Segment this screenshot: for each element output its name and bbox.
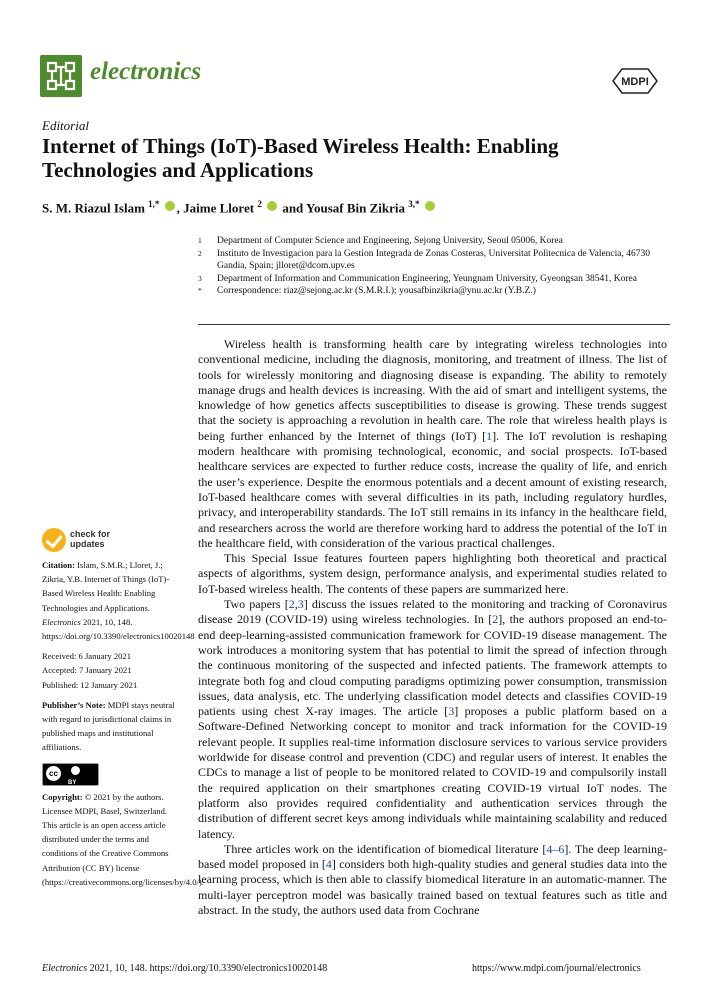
mdpi-logo-text: MDPI [621,76,649,88]
correspondence-text: Correspondence: riaz@sejong.ac.kr (S.M.R.I.); yousafbinzikria@ynu.ac.kr (Y.B.Z.) [217,286,536,296]
dates-block [42,649,182,692]
affiliation [198,248,668,273]
body-paragraph [198,842,667,918]
check-updates-line: check for [70,529,111,539]
check-updates-line: updates [70,539,105,549]
person-icon [71,766,80,775]
divider [198,324,670,325]
accepted-date: Accepted: 7 January 2021 [42,665,132,676]
sidebar [42,558,204,895]
copyright-block [42,790,204,889]
citation-link[interactable]: 4 [325,857,332,872]
affiliation-number: 1 [198,236,202,245]
article-type: Editorial [42,118,89,133]
author-joiner: and [279,200,307,216]
received-date: Received: 6 January 2021 [42,651,132,662]
copyright-text: © 2021 by the authors. Licensee MDPI, Basel, Switzerland. This article is an open access article distributed under the terms and conditions of the Creative Commons Attribution (CC BY) license (https://creativecommons.org/licenses/by/4.0/). [42,791,204,887]
affiliation [198,273,668,286]
author-list [42,199,437,216]
body-text: ]. The deep learning-based model proposed in [ [198,841,667,872]
footer-journal-link[interactable]: https://www.mdpi.com/journal/electronics [472,963,641,974]
body-text: Wireless health is transforming health care by integrating wireless technologies into conventional medicine, including the diagnosis, monitoring, and treatment of illness. The list of tools for wirelessly monitoring and diagnosing disease is expanding. The ability to remotely manage drugs and health devices is increasing. With the aid of smart and intelligent systems, the knowledge of how genetics affects susceptibilities to disease is growing. These trends suggest that the society is approaching a revolution in health care. The role that wireless health plays is being further enhanced by the Internet of things (IoT) [ [198,337,667,443]
author-name[interactable]: Yousaf Bin Zikria [306,200,406,216]
affiliation-text: Department of Computer Science and Engineering, Sejong University, Seoul 05006, Korea [217,236,563,246]
affiliation-number: 3 [198,273,202,283]
citation-link[interactable]: 3 [297,597,304,612]
publisher-note-text: MDPI stays neutral with regard to jurisdictional claims in published maps and institutional affiliations. [42,699,175,753]
affiliation-number: 2 [198,248,202,258]
affiliation-text: Instituto de Investigacion para la Gestion Integrada de Zonas Costeras, Universitat Politecnica de Valencia, 46730 Gandia, Spain; jlloret@dcom.upv.es [217,248,651,271]
body-paragraph [198,597,667,842]
citation-journal: Electronics [42,616,81,627]
cc-by-license-badge[interactable] [42,763,99,786]
orcid-icon[interactable] [165,201,175,211]
body-text: Two papers [ [224,597,289,612]
check-for-updates-button[interactable] [42,528,152,554]
publisher-note-block [42,698,182,755]
by-label: BY [68,779,77,786]
correspondence [198,285,668,298]
author-name[interactable]: S. M. Riazul Islam [42,200,145,216]
body-text: Three articles work on the identification of biomedical literature [ [224,841,547,856]
orcid-icon[interactable] [425,201,435,211]
circuit-icon [40,55,82,97]
article-body [198,337,667,918]
author-name[interactable]: Jaime Lloret [183,200,255,216]
body-paragraph [198,337,667,551]
orcid-icon[interactable] [267,201,277,211]
citation-link[interactable]: 4–6 [546,841,565,856]
body-text: ] considers both high-quality studies and general studies data into the learning process, which is then able to classify biomedical literature in an automatic-manner. The multi-layer perceptron model was basically trained based on textual features such as title and abstract. In the study, the authors used data from Cochrane [198,857,667,917]
citation-link[interactable]: 3 [448,704,455,719]
article-title: Internet of Things (IoT)-Based Wireless Health: Enabling Technologies and Applications [42,134,559,182]
checkmark-icon [42,528,66,552]
author-affil-mark: 1,* [148,199,160,209]
body-text: ]. The IoT revolution is reshaping modern healthcare with promising technological, economic, and social prospects. IoT-based healthcare services are expected to further reduce costs, increase the quality of life, and enrich the user’s experience. Despite the enormous potentials and a decent amount of existing research, IoT-based healthcare comes with several difficulties in its path, including regulatory hurdles, privacy, and interoperability standards. The IoT still remains in its infancy in the healthcare field, and researchers across the world are therefore working hard to address the potential of the IoT in the healthcare field, with consideration of the various practical challenges. [198,428,667,550]
cc-icon: cc [46,766,61,781]
author-affil-mark: 2 [257,199,262,209]
author-joiner: , [176,200,184,216]
footer-journal: Electronics [42,963,88,974]
body-text: , [294,597,298,612]
footer-citation [42,963,327,974]
affiliations [198,235,668,298]
citation-text: Islam, S.M.R.; Lloret, J.; Zikria, Y.B. Internet of Things (IoT)-Based Wireless Health: Enabling Technologies and Applications. [42,560,170,613]
affiliation-number: * [198,286,202,295]
body-paragraph [198,551,667,597]
citation-block [42,558,195,643]
published-date: Published: 12 January 2021 [42,679,138,690]
check-updates-label [70,529,110,549]
copyright-label: Copyright: [42,791,83,802]
citation-label: Citation: [42,560,75,570]
body-text: ], the authors proposed an end-to-end deep-learning-assisted communication framework for COVID-19 disease management. The work introduces a monitoring system that has potential to limit the spread of infection through the continuous monitoring of the suspected and infected patients. The framework attempts to integrate both fog and cloud computing paradigms optimizing power consumption, transmission issues, data analysis, etc. The underlying classification model detects and classifies COVID-19 patients using chest X-ray images. The article [ [198,612,668,719]
body-text: ] discuss the issues related to the monitoring and tracking of Coronavirus disease 2019 (COVID-19) using wireless technologies. In [ [198,597,667,627]
affiliation-text: Department of Information and Communication Engineering, Yeungnam University, Gyeongsan 38541, Korea [217,273,637,284]
affiliation [198,235,668,248]
citation-link[interactable]: 1 [486,428,493,443]
footer-doi-link[interactable]: 2021, 10, 148. https://doi.org/10.3390/electronics10020148 [89,963,328,974]
body-text: ] proposes a public platform based on a Software-Defined Networking concept to monitor and track information for the COVID-19 relevant people. It supplies real-time information disclosure services to various service providers worldwide for disease control and prevention (CDC) and regular users of interest. It enables the CDCs to manage a list of people to be monitored related to COVID-19 and compulsorily install the required application on their smartphones creating COVID-19 virtual IoT nodes. The platform also provides required confidentiality and authentication services through the distribution of different secret keys among individuals while maintaining scalability and reduced latency. [198,704,668,841]
body-text: This Special Issue features fourteen papers highlighting both theoretical and practical aspects of algorithms, system design, performance analysis, and experimental studies related to IoT-based wireless health. The contents of these papers are summarized here. [198,551,667,596]
author-affil-mark: 3,* [408,199,420,209]
journal-name: electronics [90,58,202,85]
journal-logo [40,55,82,97]
mdpi-logo [612,68,658,94]
citation-link[interactable]: 2 [492,612,499,627]
citation-doi-link[interactable]: 2021, 10, 148. https://doi.org/10.3390/electronics10020148 [42,616,195,642]
citation-link[interactable]: 2 [288,597,295,612]
publisher-note-label: Publisher’s Note: [42,699,106,710]
